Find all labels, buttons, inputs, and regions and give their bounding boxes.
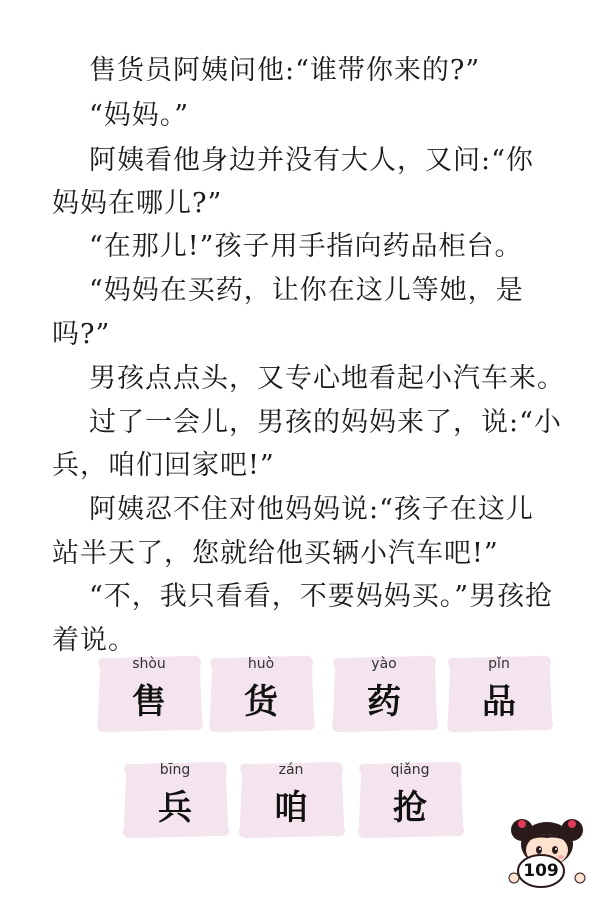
vocab-pinyin: shòu	[132, 656, 166, 672]
vocab-character: 咱	[274, 788, 308, 828]
vocab-pinyin: pǐn	[488, 656, 510, 672]
story-line: 着说。	[52, 625, 136, 656]
story-line: 售货员阿姨问他:“谁带你来的?”	[89, 55, 481, 86]
vocab-pinyin: qiǎng	[390, 762, 430, 778]
vocab-card	[202, 650, 320, 736]
vocab-pinyin: bīng	[159, 762, 191, 778]
story-line: 过了一会儿，男孩的妈妈来了，说:“小	[89, 407, 562, 438]
story-line: 吗?”	[52, 319, 111, 350]
vocab-card	[232, 756, 350, 842]
vocab-character: 抢	[393, 788, 427, 828]
vocab-character: 货	[244, 682, 278, 722]
vocab-pinyin: huò	[247, 656, 275, 672]
story-line: 妈妈在哪儿?”	[52, 188, 223, 219]
vocab-character: 兵	[158, 788, 192, 828]
story-line: 阿姨忍不住对他妈妈说:“孩子在这儿	[89, 494, 534, 525]
page-number: 109	[523, 861, 559, 881]
story-line: “不，我只看看，不要妈妈买。”男孩抢	[89, 581, 554, 612]
story-line: “妈妈。”	[89, 100, 190, 131]
vocab-character: 药	[367, 682, 401, 722]
story-line: “在那儿!”孩子用手指向药品柜台。	[89, 231, 523, 262]
vocab-character: 品	[482, 682, 516, 722]
vocab-pinyin: yào	[371, 656, 397, 672]
story-line: 男孩点点头，又专心地看起小汽车来。	[89, 363, 565, 394]
vocab-card	[116, 756, 234, 842]
story-line: 阿姨看他身边并没有大人，又问:“你	[89, 145, 534, 176]
story-line: 站半天了，您就给他买辆小汽车吧!”	[52, 538, 499, 569]
vocab-card	[351, 756, 469, 842]
vocab-card	[325, 650, 443, 736]
vocab-card	[90, 650, 208, 736]
story-line: “妈妈在买药，让你在这儿等她，是	[89, 275, 524, 306]
vocab-card	[440, 650, 558, 736]
story-line: 兵，咱们回家吧!”	[52, 450, 275, 481]
vocab-pinyin: zán	[278, 762, 304, 778]
vocab-character: 售	[132, 682, 166, 722]
